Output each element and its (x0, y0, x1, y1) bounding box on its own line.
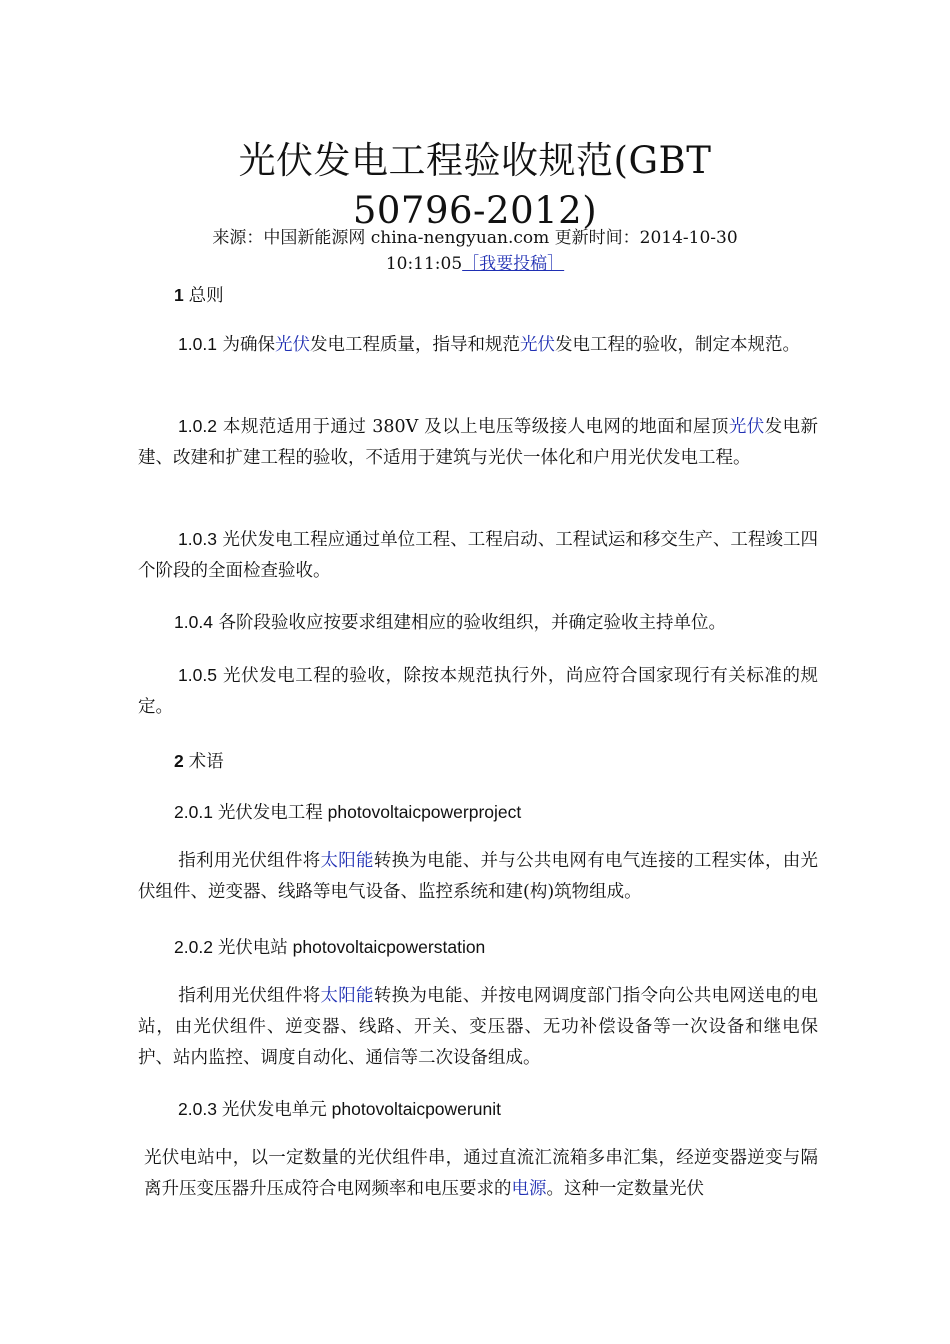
document-title (0, 137, 950, 235)
term-number: 2.0.3 (178, 1099, 217, 1119)
photovoltaic-link[interactable]: 光伏 (520, 335, 556, 355)
definition-2-0-2 (138, 981, 818, 1074)
section-2-heading (174, 746, 854, 777)
clause-text: 为确保 (222, 335, 276, 355)
title-line-2: 50796-2012) (352, 188, 598, 232)
term-2-0-1 (174, 797, 854, 828)
clause-1-0-2 (138, 411, 818, 474)
definition-text: 。这种一定数量光伏 (546, 1179, 704, 1199)
source-line-1: 来源：中国新能源网 china-nengyuan.com 更新时间：2014-10-30 (212, 228, 738, 248)
clause-1-0-3 (138, 524, 818, 587)
photovoltaic-link[interactable]: 光伏 (728, 417, 765, 437)
term-2-0-3 (178, 1094, 858, 1125)
section-1-number: 1 (174, 285, 184, 305)
clause-number: 1.0.4 (174, 612, 213, 632)
clause-text: 发电工程的验收，制定本规范。 (555, 335, 801, 355)
clause-text: 发电工程质量，指导和规范 (310, 335, 521, 355)
clause-text: 发电新建、改建和扩建工程的验收，不适用于建筑与光伏一体化和户用光伏发电工程。 (138, 417, 819, 468)
source-line-2 (0, 251, 950, 277)
term-number: 2.0.2 (174, 937, 213, 957)
term-title: 光伏发电工程 photovoltaicpowerproject (217, 802, 522, 822)
clause-text: 光伏发电工程应通过单位工程、工程启动、工程试运和移交生产、工程竣工四个阶段的全面检查验收。 (138, 530, 818, 581)
clause-1-0-4 (138, 607, 818, 639)
clause-text: 光伏发电工程的验收，除按本规范执行外，尚应符合国家现行有关标准的规定。 (138, 666, 818, 717)
term-number: 2.0.1 (174, 802, 213, 822)
power-source-link[interactable]: 电源 (511, 1179, 547, 1199)
solar-energy-link[interactable]: 太阳能 (320, 986, 374, 1006)
term-title: 光伏发电单元 photovoltaicpowerunit (221, 1099, 501, 1119)
definition-text: 指利用光伏组件将 (178, 851, 321, 871)
term-2-0-2 (174, 932, 854, 963)
clause-text: 本规范适用于通过 380V 及以上电压等级接人电网的地面和屋顶 (222, 417, 729, 437)
definition-text: 转换为电能、并与公共电网有电气连接的工程实体，由光伏组件、逆变器、线路等电气设备、监控系统和建(构)筑物组成。 (138, 851, 819, 902)
term-title: 光伏电站 photovoltaicpowerstation (217, 937, 486, 957)
clause-1-0-5 (138, 660, 818, 723)
submit-article-link[interactable]: ［我要投稿］ (462, 254, 565, 274)
photovoltaic-link[interactable]: 光伏 (275, 335, 311, 355)
clause-number: 1.0.2 (178, 416, 217, 436)
section-2-number: 2 (174, 751, 184, 771)
definition-text: 指利用光伏组件将 (178, 986, 321, 1006)
clause-1-0-1 (138, 329, 818, 361)
section-2-title: 术语 (188, 751, 224, 771)
section-1-heading (174, 280, 854, 311)
clause-number: 1.0.5 (178, 665, 217, 685)
section-1-title: 总则 (188, 285, 224, 305)
source-info (0, 225, 950, 277)
definition-text: 转换为电能、并按电网调度部门指令向公共电网送电的电站，由光伏组件、逆变器、线路、开关、变压器、无功补偿设备等一次设备和继电保护、站内监控、调度自动化、通信等二次设备组成。 (138, 986, 819, 1068)
clause-number: 1.0.1 (178, 334, 217, 354)
source-time: 10:11:05 (385, 254, 463, 274)
definition-2-0-3 (144, 1143, 818, 1205)
solar-energy-link[interactable]: 太阳能 (320, 851, 374, 871)
clause-text: 各阶段验收应按要求组建相应的验收组织，并确定验收主持单位。 (218, 613, 727, 633)
definition-text: 光伏电站中，以一定数量的光伏组件串，通过直流汇流箱多串汇集，经逆变器逆变与隔离升压变压器升压成符合电网频率和电压要求的 (144, 1148, 818, 1199)
title-line-1: 光伏发电工程验收规范(GBT (238, 138, 712, 182)
definition-2-0-1 (138, 846, 818, 908)
clause-number: 1.0.3 (178, 529, 217, 549)
